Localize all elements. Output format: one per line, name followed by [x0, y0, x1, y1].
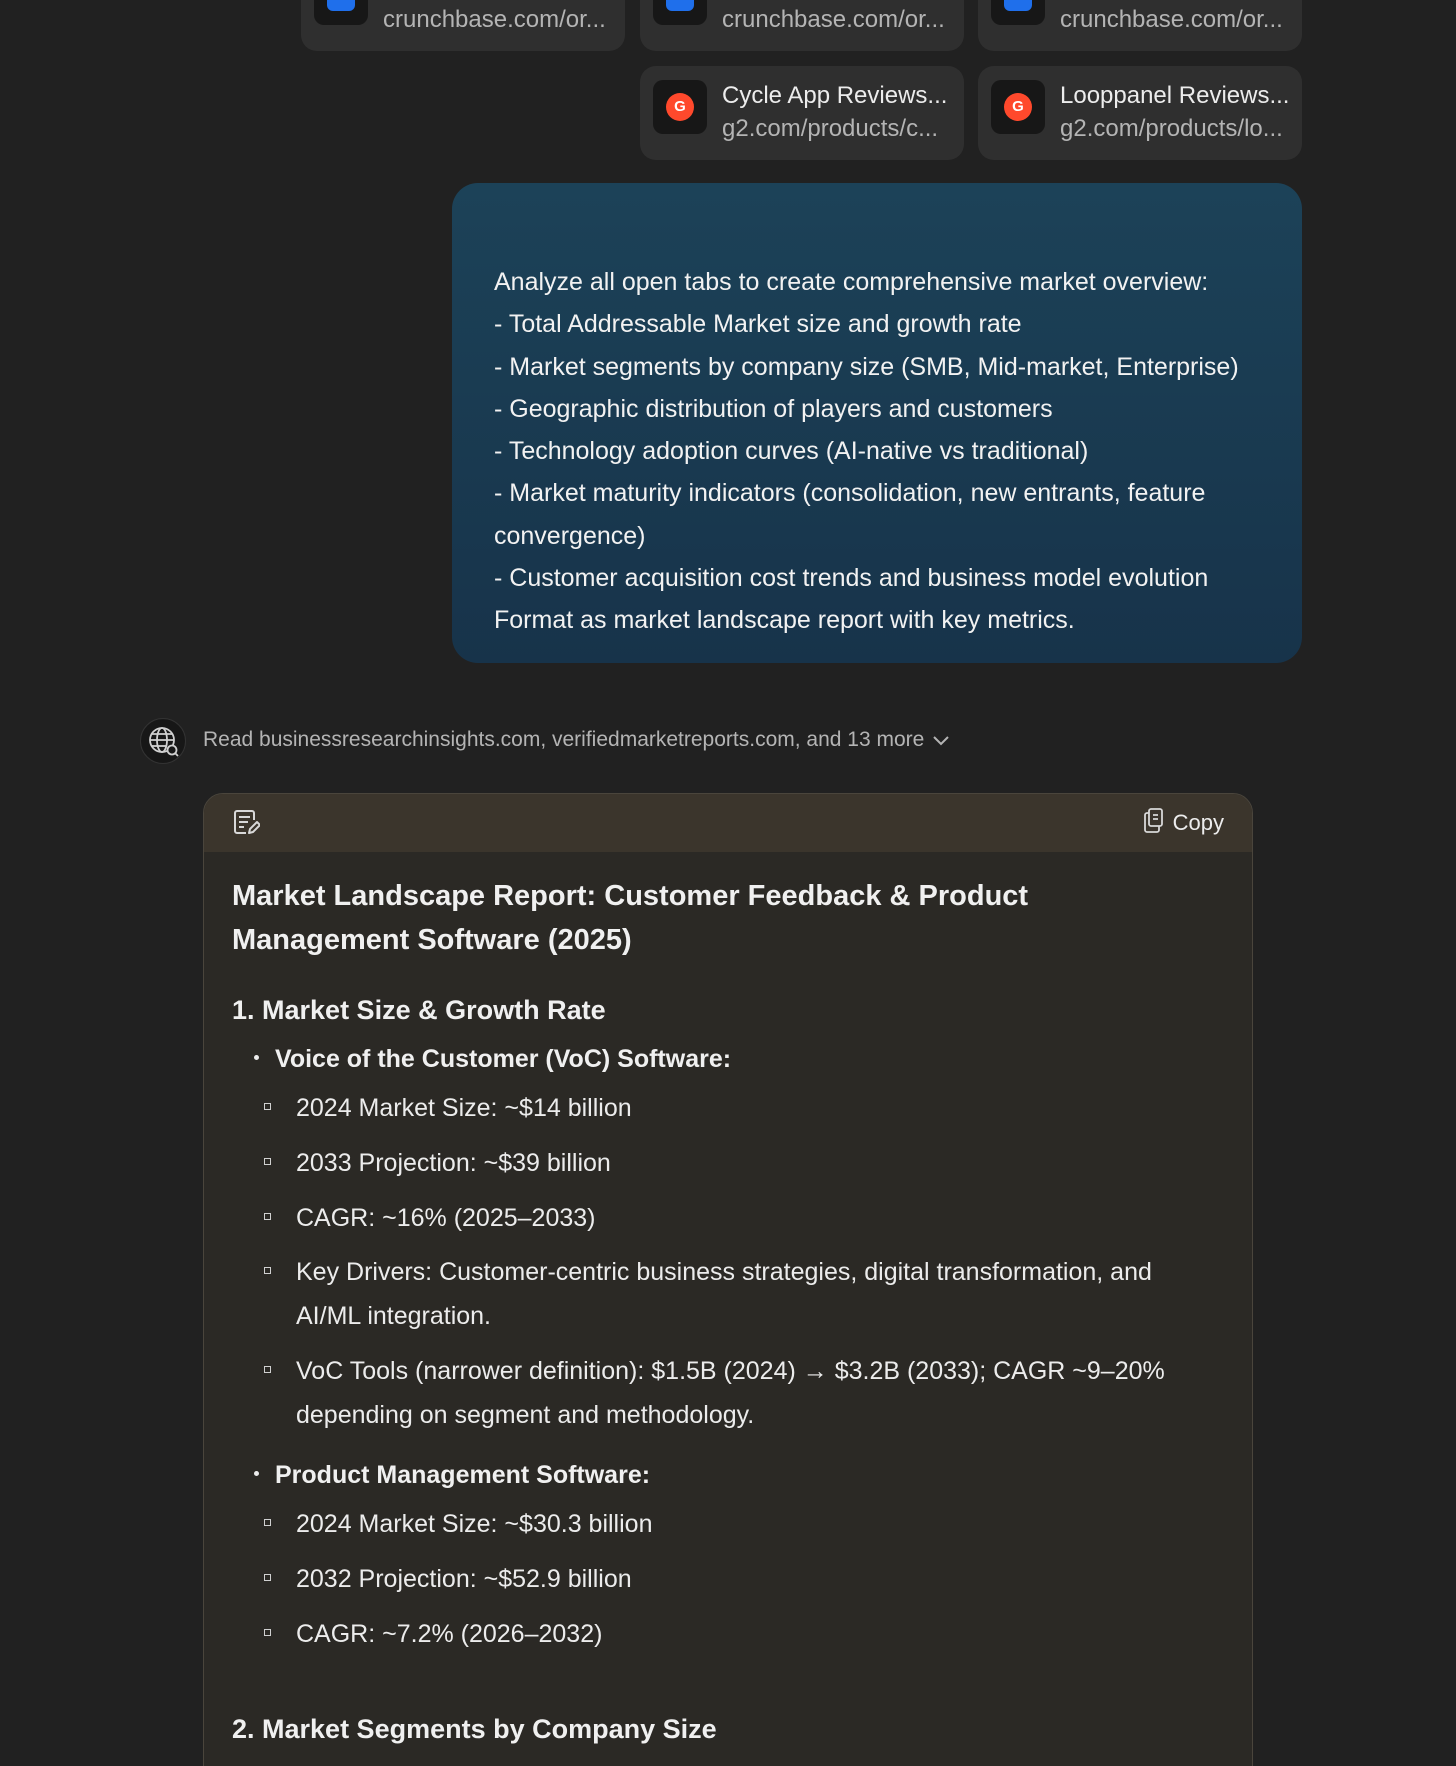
list-item	[296, 1250, 1206, 1338]
user-message-line: - Customer acquisition cost trends and business model evolution	[494, 564, 1209, 593]
sources-text[interactable]	[203, 728, 950, 752]
user-message-line: Format as market landscape report with key metrics.	[494, 606, 1075, 635]
document-header	[204, 794, 1252, 852]
crunchbase-favicon	[653, 0, 707, 25]
square-bullet	[264, 1519, 271, 1526]
list-item-text: 2024 Market Size: ~$14 billion	[296, 1094, 632, 1122]
tab-url: crunchbase.com/or...	[383, 6, 606, 33]
bullet-pm	[254, 1461, 650, 1490]
list-item-text: Key Drivers: Customer-centric business strategies, digital transformation, and AI/ML integration.	[296, 1258, 1152, 1330]
list-item	[296, 1502, 1206, 1546]
document-title	[232, 874, 1222, 962]
tab-url: g2.com/products/c...	[722, 115, 939, 142]
tab-title: Looppanel Reviews...	[1060, 82, 1290, 109]
user-message-bubble	[452, 183, 1302, 663]
globe-search-icon	[140, 718, 186, 764]
square-bullet	[264, 1213, 271, 1220]
tab-url: crunchbase.com/or...	[1060, 6, 1283, 33]
document-body	[232, 874, 1222, 1744]
list-item	[296, 1196, 1206, 1240]
document-card	[203, 793, 1253, 1766]
tab-card[interactable]	[978, 0, 1302, 51]
user-message-line: - Geographic distribution of players and customers	[494, 394, 1053, 423]
g2-icon: G	[1004, 93, 1032, 121]
copy-label: Copy	[1172, 810, 1224, 835]
user-message-line: Analyze all open tabs to create comprehensive market overview:	[494, 268, 1209, 296]
crunchbase-favicon	[991, 0, 1045, 25]
user-message-line: - Market maturity indicators (consolidation, new entrants, feature	[494, 479, 1206, 508]
tab-title: Cycle App Reviews...	[722, 82, 948, 109]
document-title-line: Management Software (2025)	[232, 924, 632, 956]
list-item-text: 2033 Projection: ~$39 billion	[296, 1149, 611, 1177]
tab-card-looppanel[interactable]	[978, 66, 1302, 160]
tab-card[interactable]	[301, 0, 625, 51]
crunchbase-icon	[666, 0, 694, 11]
document-edit-icon	[232, 808, 260, 841]
bullet-voc	[254, 1045, 731, 1074]
g2-favicon	[653, 80, 707, 134]
list-item-text: CAGR: ~7.2% (2026–2032)	[296, 1620, 603, 1648]
section-heading: 2. Market Segments by Company Size	[232, 1714, 717, 1744]
user-message-line: - Technology adoption curves (AI-native vs traditional)	[494, 437, 1089, 466]
document-title-line: Market Landscape Report: Customer Feedback & Product	[232, 880, 1029, 912]
crunchbase-favicon	[314, 0, 368, 25]
bullet-dot	[254, 1471, 259, 1476]
sources-label: Read businessresearchinsights.com, verifiedmarketreports.com, and 13 more	[203, 728, 925, 751]
chevron-down-icon	[932, 728, 950, 752]
g2-icon: G	[666, 93, 694, 121]
copy-icon	[1143, 806, 1165, 840]
list-item	[296, 1557, 1206, 1601]
tab-card-cycle[interactable]	[640, 66, 964, 160]
square-bullet	[264, 1103, 271, 1110]
square-bullet	[264, 1574, 271, 1581]
square-bullet	[264, 1366, 271, 1373]
list-item-text: CAGR: ~16% (2025–2033)	[296, 1204, 596, 1232]
list-item-text: 2024 Market Size: ~$30.3 billion	[296, 1510, 653, 1538]
square-bullet	[264, 1629, 271, 1636]
square-bullet	[264, 1158, 271, 1165]
copy-button[interactable]	[1143, 808, 1224, 838]
list-item	[296, 1086, 1206, 1130]
crunchbase-icon	[327, 0, 355, 11]
tab-card[interactable]	[640, 0, 964, 51]
list-item-text: VoC Tools (narrower definition): $1.5B (2024) → $3.2B (2033); CAGR ~9–20% depending on segment and methodology.	[296, 1357, 1165, 1429]
list-item-text: 2032 Projection: ~$52.9 billion	[296, 1565, 632, 1593]
user-message-line: convergence)	[494, 521, 646, 550]
bullet-label: Voice of the Customer (VoC) Software:	[275, 1045, 732, 1073]
section-heading: 1. Market Size & Growth Rate	[232, 995, 606, 1025]
tab-url: crunchbase.com/or...	[722, 6, 945, 33]
list-item	[296, 1349, 1206, 1437]
bullet-dot	[254, 1055, 259, 1060]
g2-favicon	[991, 80, 1045, 134]
square-bullet	[264, 1267, 271, 1274]
tab-url: g2.com/products/lo...	[1060, 115, 1283, 142]
crunchbase-icon	[1004, 0, 1032, 11]
user-message-line: - Total Addressable Market size and growth rate	[494, 310, 1022, 339]
bullet-label: Product Management Software:	[275, 1461, 651, 1489]
user-message-line: - Market segments by company size (SMB, Mid-market, Enterprise)	[494, 352, 1239, 381]
list-item	[296, 1612, 1206, 1656]
list-item	[296, 1141, 1206, 1185]
